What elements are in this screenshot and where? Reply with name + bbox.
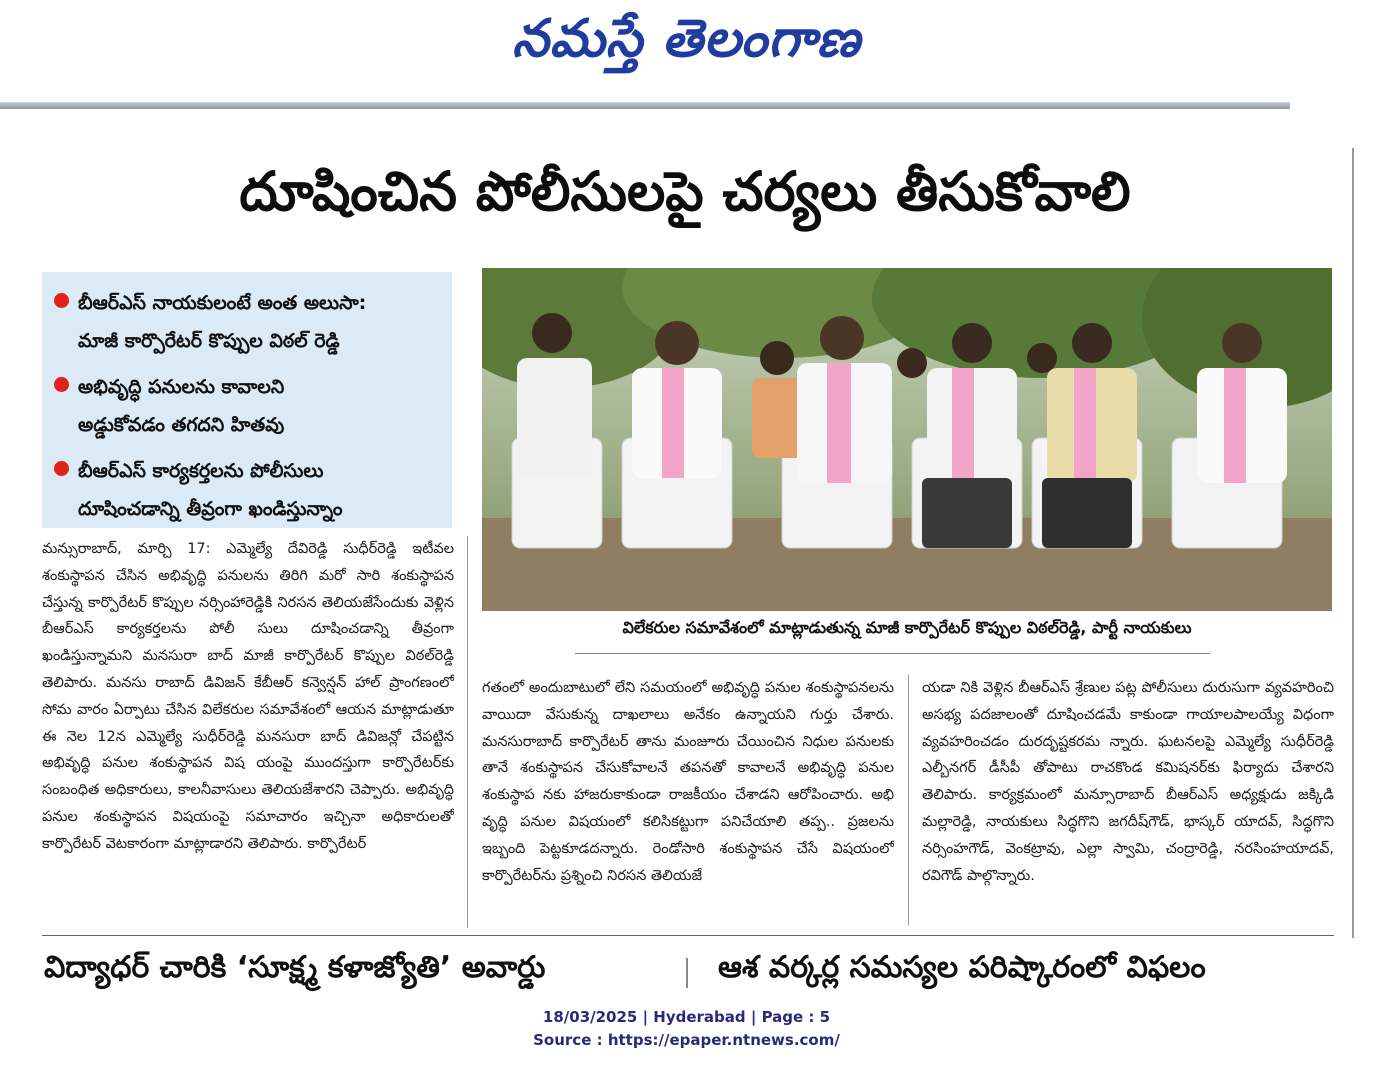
- photo-caption: విలేకరుల సమావేశంలో మాట్లాడుతున్న మాజీ కార్పొరేటర్ కొప్పుల విఠల్‌రెడ్డి, పార్టీ నాయకులు: [622, 618, 1192, 637]
- bottom-rule: [42, 935, 1334, 936]
- teaser-headline-left: విద్యాధర్ చారికి ‘సూక్ష్మ కళాజ్యోతి’ అవార్డు: [44, 950, 546, 985]
- page-border-right: [1352, 148, 1354, 938]
- highlight-line: బీఆర్ఎస్ నాయకులంటే అంత అలుసా:: [78, 292, 367, 314]
- article-column-2: గతంలో అందుబాటులో లేని సమయంలో అభివృద్ధి పనుల శంకుస్థాపనలను వాయిదా వేసుకున్న దాఖలాలు అనేకం ఉన్నాయని గుర్తు చేశారు. మనసురాబాద్ కార్పొరేటర్ తాను మంజూరు చేయించిన నిధుల పనులకు తానే శంకుస్థాపన చేసుకోవాలనే తపనతో కావాలనే అభివృద్ధి పనుల శంకుస్థాప నకు హాజరుకాకుండా రాజకీయం చేశాడని ఆరోపించారు. అభి వృద్ధి పనుల విషయంలో కలిసికట్టుగా పనిచేయాలి తప్ప.. ప్రజలను ఇబ్బంది పెట్టకూడదన్నారు. రెండోసారి శంకుస్థాపన చేసే విషయంలో కార్పొరేటర్‌ను ప్రశ్నించి నిరసన తెలియజే: [482, 680, 894, 884]
- highlights-box: [42, 272, 452, 528]
- highlight-item: [52, 452, 442, 528]
- teaser-headline-right: ఆశ వర్కర్ల సమస్యల పరిష్కారంలో విఫలం: [718, 950, 1206, 985]
- highlight-line: అడ్డుకోవడం తగదని హితవు: [78, 414, 285, 436]
- bullet-dot-icon: [54, 461, 69, 476]
- highlight-line: అభివృద్ధి పనులను కావాలని: [78, 376, 285, 398]
- teaser-separator: [686, 958, 688, 988]
- press-meet-photo-illustration: [482, 268, 1332, 611]
- highlight-line: మాజీ కార్పొరేటర్ కొప్పుల విఠల్ రెడ్డి: [78, 330, 340, 352]
- highlight-item: [52, 284, 442, 360]
- footer-source: Source : https://epaper.ntnews.com/: [533, 1031, 840, 1049]
- article-column-3: యడా నికి వెళ్లిన బీఆర్ఎస్ శ్రేణుల పట్ల పోలీసులు దురుసుగా వ్యవహరించి అసభ్య పదజాలంతో దూషించడమే కాకుండా గాయాలపాలయ్యే విధంగా వ్యవహరించడం దురదృష్టకరమ న్నారు. ఘటనలపై ఎమ్మెల్యే సుధీర్‌రెడ్డి ఎల్బీనగర్ డీసీపీ తోపాటు రాచకొండ కమిషనర్‌కు ఫిర్యాదు చేశారని తెలిపారు. కార్యక్రమంలో మన్సూరాబాద్ బీఆర్ఎస్ అధ్యక్షుడు జక్కిడి మల్లారెడ్డి, నాయకులు సిద్ధగొని జగదీష్‌గౌడ్, భాస్కర్ యాదవ్, సిద్ధగొని నర్సింహగౌడ్, వెంకట్రావు, ఎల్లా స్వామి, చంద్రారెడ్డి, నరసింహయాదవ్, రవిగౌడ్ పాల్గొన్నారు.: [922, 680, 1334, 884]
- highlight-line: దూషించడాన్ని తీవ్రంగా ఖండిస్తున్నాం: [78, 498, 343, 520]
- highlight-line: బీఆర్ఎస్ కార్యకర్తలను పోలీసులు: [78, 460, 324, 482]
- caption-rule: [575, 653, 1210, 654]
- column-divider: [467, 536, 468, 928]
- article-column-1: మన్సురాబాద్, మార్చి 17: ఎమ్మెల్యే దేవిరెడ్డి సుధీర్‌రెడ్డి ఇటీవల శంకుస్థాపన చేసిన అభివృద్ధి పనులను తిరిగి మరో సారి శంకుస్థాపన చేస్తున్న కార్పొరేటర్ కొప్పుల నర్సింహారెడ్డికి నిరసన తెలియజేసేందుకు వెళ్లిన బీఆర్ఎస్ కార్యకర్తలను పోలీ సులు దూషించడాన్ని తీవ్రంగా ఖండిస్తున్నామని మనసురా బాద్ మాజీ కార్పొరేటర్ కొప్పుల విఠల్‌రెడ్డి తెలిపారు. మనసు రాబాద్ డివిజన్ కేబీఆర్ కన్వెన్షన్ హాల్ ప్రాంగణంలో సోమ వారం ఏర్పాటు చేసిన విలేకరుల సమావేశంలో ఆయన మాట్లాడుతూ ఈ నెల 12న ఎమ్మెల్యే సుధీర్‌రెడ్డి మనసురా బాద్ డివిజన్లో చేపట్టిన అభివృద్ధి పనుల శంకుస్థాపన విష యంపై ముందస్తుగా కార్పొరేటర్‌కు సంబంధిత అధికారులు, కాలనీవాసులు తెలియజేశారని చెప్పారు. అభివృద్ధి పనుల శంకుస్థాపన విషయంపై సమాచారం ఇచ్చినా అధికారులతో కార్పొరేటర్ వెటకారంగా మాట్లాడారని తెలిపారు. కార్పొరేటర్: [42, 541, 454, 852]
- column-divider: [908, 675, 909, 925]
- bullet-dot-icon: [54, 377, 69, 392]
- masthead-rule: [0, 102, 1290, 109]
- highlight-item: [52, 368, 442, 444]
- article-headline: దూషించిన పోలీసులపై చర్యలు తీసుకోవాలి: [239, 160, 1131, 223]
- press-meet-photo: [482, 268, 1332, 611]
- bullet-dot-icon: [54, 293, 69, 308]
- footer-date-page: 18/03/2025 | Hyderabad | Page : 5: [542, 1008, 831, 1026]
- masthead-logo: నమస్తే తెలంగాణ: [512, 8, 861, 69]
